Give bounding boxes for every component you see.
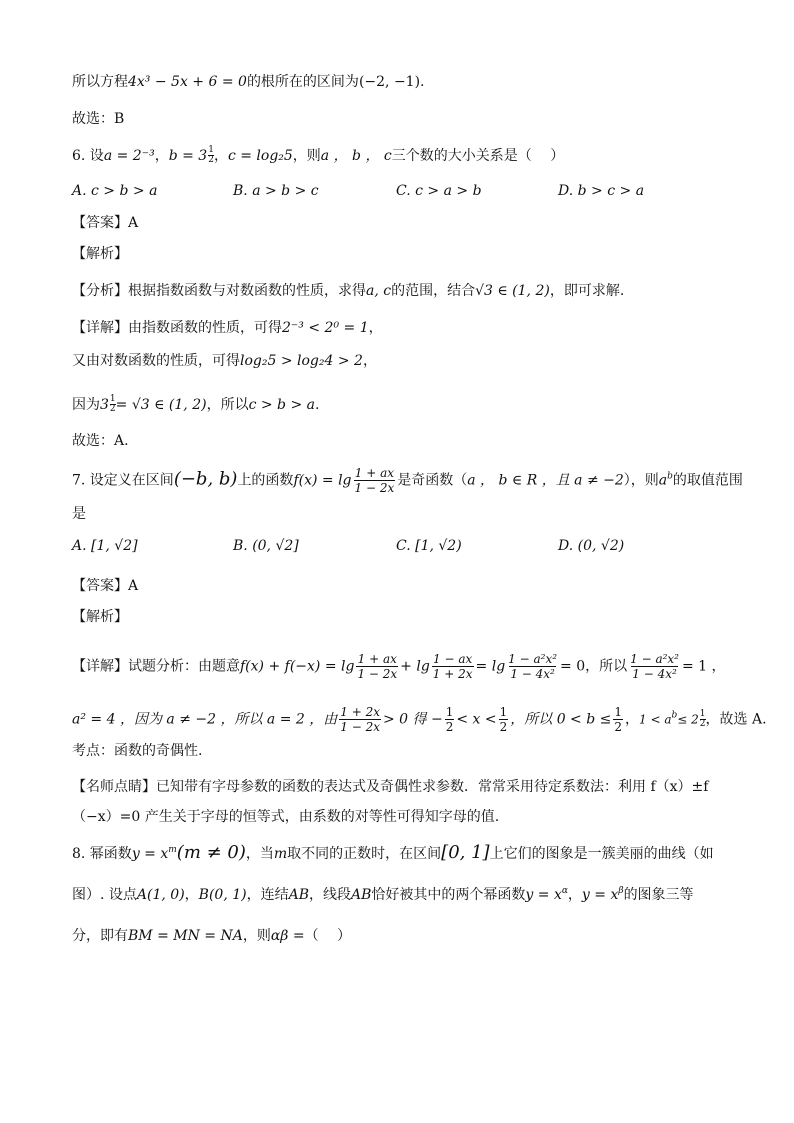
text: 的根所在的区间为 bbox=[246, 74, 359, 90]
q6-select: 故选：A. bbox=[72, 433, 129, 449]
q6-stem bbox=[72, 146, 564, 166]
exponent-half: $\frac{1}{2}$ bbox=[109, 394, 116, 414]
q7-option-d: D. (0, √2) bbox=[558, 538, 625, 554]
denominator: 1 − 2x bbox=[340, 720, 380, 734]
text: 的取值范围 bbox=[672, 472, 743, 489]
text: 因为 bbox=[72, 397, 100, 413]
math: y = x bbox=[131, 846, 169, 862]
math-interval: [0, 1] bbox=[441, 842, 490, 863]
fraction bbox=[432, 652, 474, 681]
math-vars: a ， b ， c bbox=[320, 148, 392, 164]
q7-mingshi-line1: 【名师点睛】已知带有字母参数的函数的表达式及奇偶性求参数．常常采用待定系数法：利用 f（x）±f bbox=[72, 779, 709, 795]
math-interval: (−2, −1) bbox=[358, 74, 421, 90]
text: ，故选 A. bbox=[705, 711, 767, 728]
sep: ， bbox=[154, 148, 169, 164]
q8-stem-line3 bbox=[72, 926, 351, 946]
math-c: c = log₂5 bbox=[227, 148, 293, 164]
text: 8. 幂函数 bbox=[72, 846, 132, 862]
math-inequality: 2⁻³ < 2⁰ = 1 bbox=[282, 320, 369, 336]
text: ， bbox=[368, 320, 383, 336]
text: ，连结 bbox=[246, 887, 289, 903]
text: 图）. 设点 bbox=[72, 887, 137, 903]
numerator: 1 + 2x bbox=[340, 705, 380, 719]
text: 【详解】试题分析：由题意 bbox=[72, 658, 240, 675]
math: y = x bbox=[525, 887, 562, 903]
math: f(x) + f(−x) = lg bbox=[240, 658, 355, 675]
math-m: m bbox=[273, 846, 288, 862]
text: 【分析】根据指数函数与对数函数的性质，求得 bbox=[72, 283, 366, 299]
q6-option-d: D. b > c > a bbox=[558, 183, 645, 199]
exponent-beta: β bbox=[618, 886, 624, 896]
q8-stem-line1 bbox=[72, 843, 714, 864]
text: = 1 ， bbox=[682, 658, 726, 675]
numerator: 1 − a²x² bbox=[508, 652, 558, 666]
math-result: c > b > a bbox=[248, 397, 315, 413]
math-text: ，所以 0 < b ≤ bbox=[510, 711, 612, 728]
sep: ， bbox=[184, 887, 199, 903]
text: （ ） bbox=[304, 928, 352, 944]
math-sqrt3: √3 ∈ (1, 2) bbox=[475, 283, 550, 299]
fraction-half bbox=[613, 705, 623, 734]
q6-option-c: C. c > a > b bbox=[396, 183, 482, 199]
q6-because-line: 因为3 $\frac{1}{2}$ = √3 ∈ (1, 2)，所以c > b > a. bbox=[72, 394, 320, 414]
text: 上它们的图象是一簇美丽的曲线（如 bbox=[489, 846, 714, 862]
denominator: 2 bbox=[445, 720, 454, 734]
fraction bbox=[339, 705, 381, 734]
math-interval: (−b, b) bbox=[173, 468, 238, 490]
segment-ab: AB bbox=[351, 887, 372, 903]
denominator: 1 − 2x bbox=[357, 667, 398, 681]
line-equation-interval bbox=[72, 72, 425, 92]
q7-stem-line1: 7. 设定义在区间(−b, b)上的函数f(x) = lg $\frac{1 + ax}{1 - 2x}$ 是奇函数（a ， b ∈ R ，且 a ≠ −2），则$a^b$的取值范围 bbox=[72, 466, 743, 495]
q6-xiangjie bbox=[72, 318, 383, 338]
q6-analysis-heading: 【解析】 bbox=[72, 246, 128, 262]
q7-mingshi-line2: （−x）=0 产生关于字母的恒等式，由系数的对等性可得知字母的值. bbox=[72, 809, 500, 825]
numerator: 1 + ax bbox=[357, 652, 397, 666]
exponent-m: m bbox=[168, 845, 177, 855]
math-condition: (m ≠ 0) bbox=[176, 842, 246, 863]
fraction bbox=[354, 466, 396, 495]
text: 【详解】由指数函数的性质，可得 bbox=[72, 320, 282, 336]
text: ，则 bbox=[242, 928, 271, 944]
math-text: 1 < a bbox=[639, 712, 672, 727]
q6-log-line bbox=[72, 351, 377, 371]
q6-option-b: B. a > b > c bbox=[233, 183, 319, 199]
text: 三个数的大小关系是（ ） bbox=[391, 148, 565, 164]
text: . bbox=[315, 397, 320, 413]
numerator: 1 − ax bbox=[433, 652, 473, 666]
q6-answer: 【答案】A bbox=[72, 215, 139, 231]
fraction-half bbox=[445, 705, 455, 734]
numerator: 1 bbox=[445, 705, 454, 719]
q7-detail-line1 bbox=[72, 652, 726, 681]
text: 恰好被其中的两个幂函数 bbox=[371, 887, 526, 903]
text: 6. 设 bbox=[72, 148, 104, 164]
text: = 0，所以 bbox=[560, 658, 628, 675]
math: y = x bbox=[581, 887, 619, 903]
math-text: ≤ 2 bbox=[677, 712, 699, 727]
math-product: αβ = bbox=[270, 928, 305, 944]
denominator: 1 − 4x² bbox=[510, 667, 555, 681]
text: . bbox=[420, 74, 425, 90]
q7-stem-line2: 是 bbox=[72, 506, 86, 522]
math-text: a² = 4 ，因为 a ≠ −2 ，所以 a = 2 ，由 bbox=[72, 711, 338, 728]
numerator: 1 bbox=[499, 705, 508, 719]
text: 分，即有 bbox=[72, 928, 128, 944]
sep: ， bbox=[567, 887, 582, 903]
math-vars: a, c bbox=[366, 283, 392, 299]
q8-stem-line2 bbox=[72, 885, 694, 905]
text: ，线段 bbox=[309, 887, 351, 903]
text: 取不同的正数时，在区间 bbox=[287, 846, 442, 862]
segment-ab: AB bbox=[288, 887, 309, 903]
text: 上的函数 bbox=[237, 472, 294, 489]
exponent-half: $\frac{1}{2}$ bbox=[699, 708, 706, 729]
math-log: log₂5 > log₂4 > 2 bbox=[240, 353, 363, 369]
exponent-half: $\frac{1}{2}$ bbox=[208, 145, 214, 165]
exponent-alpha: α bbox=[561, 886, 568, 896]
point-a: A(1, 0) bbox=[136, 887, 185, 903]
math-a: a = 2⁻³ bbox=[103, 148, 155, 164]
text: ，则 bbox=[292, 148, 321, 164]
text: 的范围，结合 bbox=[391, 283, 476, 299]
text: 7. 设定义在区间 bbox=[72, 472, 174, 489]
q6-fenxi bbox=[72, 281, 624, 301]
math: = lg bbox=[475, 658, 506, 675]
math-text: < x < bbox=[456, 711, 497, 728]
text: ， bbox=[362, 353, 377, 369]
math-condition: a ， b ∈ R ，且 a ≠ −2 bbox=[467, 472, 624, 489]
text: 又由对数函数的性质，可得 bbox=[72, 353, 240, 369]
text: 所以方程 bbox=[72, 74, 128, 90]
fraction-half bbox=[499, 705, 509, 734]
q6-option-a: A. c > b > a bbox=[72, 183, 158, 199]
q7-option-c: C. [1, √2) bbox=[396, 538, 462, 554]
point-b: B(0, 1) bbox=[198, 887, 247, 903]
sep: ， bbox=[213, 148, 228, 164]
text: 的图象三等 bbox=[623, 887, 694, 903]
q7-option-b: B. (0, √2] bbox=[233, 538, 299, 554]
math-equation: BM = MN = NA bbox=[128, 928, 243, 944]
q7-answer: 【答案】A bbox=[72, 578, 139, 594]
fraction bbox=[507, 652, 558, 681]
text: ， bbox=[625, 711, 640, 728]
math-function: f(x) = lg bbox=[293, 472, 352, 489]
numerator: 1 − a²x² bbox=[630, 652, 679, 666]
numerator: 1 + ax bbox=[354, 466, 394, 480]
math-a: a bbox=[658, 472, 668, 489]
math-equation: 4x³ − 5x + 6 = 0 bbox=[128, 74, 247, 90]
denominator: 2 bbox=[614, 720, 623, 734]
numerator: 1 bbox=[614, 705, 623, 719]
denominator: 1 − 4x² bbox=[632, 667, 677, 681]
denominator: 1 − 2x bbox=[354, 481, 395, 495]
math-b: b = 3 bbox=[168, 148, 208, 164]
text: ），则 bbox=[623, 472, 659, 489]
q7-option-a: A. [1, √2] bbox=[72, 538, 138, 554]
q7-analysis-heading: 【解析】 bbox=[72, 609, 128, 625]
text: ，当 bbox=[245, 846, 274, 862]
q7-kaodian: 考点：函数的奇偶性. bbox=[72, 743, 203, 759]
math: + lg bbox=[400, 658, 430, 675]
denominator: 2 bbox=[499, 720, 508, 734]
math-equation: = √3 ∈ (1, 2) bbox=[115, 397, 207, 413]
fraction bbox=[356, 652, 398, 681]
text: 是奇函数（ bbox=[397, 472, 468, 489]
q7-detail-line2: a² = 4 ，因为 a ≠ −2 ，所以 a = 2 ，由 $\frac{1 + 2x}{1 - 2x}$ > 0 得 − $\frac{1}{2}$ < x < $\frac{1}{2}$ ，所以 0 < b ≤ $\frac{1}{2}$ ，$1 < a^b\le 2$ $\frac{1}{2}$ ，故选 A. bbox=[72, 705, 767, 734]
text: ，即可求解. bbox=[549, 283, 625, 299]
denominator: 1 + 2x bbox=[432, 667, 473, 681]
fraction bbox=[629, 652, 680, 681]
line-choose-b: 故选：B bbox=[72, 111, 125, 127]
text: ，所以 bbox=[206, 397, 249, 413]
math-text: > 0 得 − bbox=[382, 711, 443, 728]
